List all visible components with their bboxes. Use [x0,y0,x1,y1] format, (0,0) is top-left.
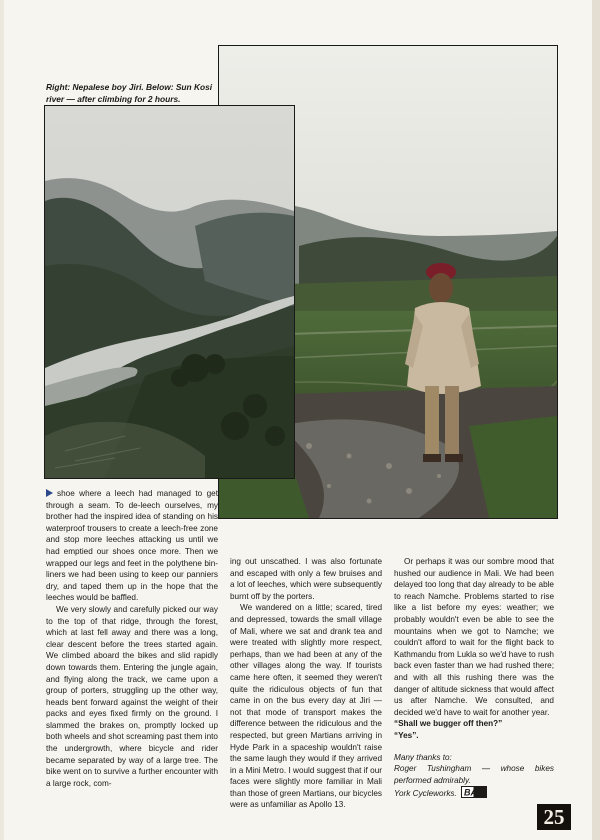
dialogue-line: “Yes”. [394,730,419,740]
paragraph: ing out unscathed. I was also fortunate and escaped with only a few bruises and a lot of leeches, which were subsequently burnt off by the porters. [230,557,382,601]
thanks-line [394,786,554,802]
page-number: 25 [537,804,571,830]
paragraph: Or perhaps it was our sombre mood that hushed our audience in Mali. We had been delayed too long that day already to be able to reach Namche. Problems started to rise like a list before my eyes: weather; we probably wouldn't even be able to see the mountains when we got to Namche; we couldn't afford to wait for the flight back to Kathmandu from Lukla so we'd have to rush back even faster than we had rushed there; and with all this rushing there was the danger of altitude sickness that would affect us after Namche. We consulted, and decided we'd have to wait for another year. [394,557,554,717]
text-column-1 [46,488,218,789]
thanks-line: Roger Tushingham — whose bikes performed admirably. [394,764,554,785]
paragraph [46,488,218,604]
end-mark-logo [461,786,487,802]
paragraph-text: shoe where a leech had managed to get through a seam. To de-leech ourselves, my brother had the inspired idea of standing on his waterproof trousers to create a leech-free zone and stop more leeches attacking us until we had emptied our shoes once more. Then we wrapped our legs and feet in the polythene bin-liners we had been using to keep our panniers dry, and taped them up in the hope that the leeches would be baffled. [46,489,218,603]
text-column-3 [394,556,554,802]
scan-shadow-right [592,0,600,840]
scan-shadow-left [0,0,4,840]
paragraph: We very slowly and carefully picked our way to the top of that ridge, through the forest, which at last fell away and there was a long, clear descent before the trees started again. We climbed aboard the bikes and slid rapidly down towards them. Entering the jungle again, and flying along the track, we came upon a group of porters, struggling up the other way, heads bent forward against the weight of their packs and eyes fixed firmly on the ground. I slammed the brakes on, promptly locked up both wheels and shot screaming past them into the undergrowth, where bicycle and rider became separated by way of a large tree. The bike went on to survive a further encounter with a large rock, com- [46,604,218,788]
logo-text: BA [463,787,477,798]
continuation-arrow-icon [46,489,53,497]
thanks-heading: Many thanks to: [394,752,452,762]
thanks-line-text: York Cycleworks. [394,789,457,799]
photo-sun-kosi-river [44,105,295,479]
text-column-2 [230,556,382,811]
acknowledgements [394,752,554,802]
photo-caption: Right: Nepalese boy Jiri. Below: Sun Kosi river — after climbing for 2 hours. [46,82,213,104]
paragraph: We wandered on a little; scared, tired and depressed, towards the small village of Mali, where we sat and drank tea and were treated with slightly more respect, perhaps, than we had been at any of the other villages along the way. If tourists came here often, it seemed they weren't quite the ridiculous objects of fun that came in on the bus every day at Jiri — not that mode of transport makes the difference between the ridiculous and the respected, but green Martians arriving in Hyde Park in a spaceship wouldn't raise the same laugh they would if they arrived in a Mini Metro. I would suggest that if our faces were slightly more familiar in Mali than those of green Martians, our bicycles were as unfamiliar as Apollo 13. [230,603,383,810]
dialogue-line: “Shall we bugger off then?” [394,719,503,729]
